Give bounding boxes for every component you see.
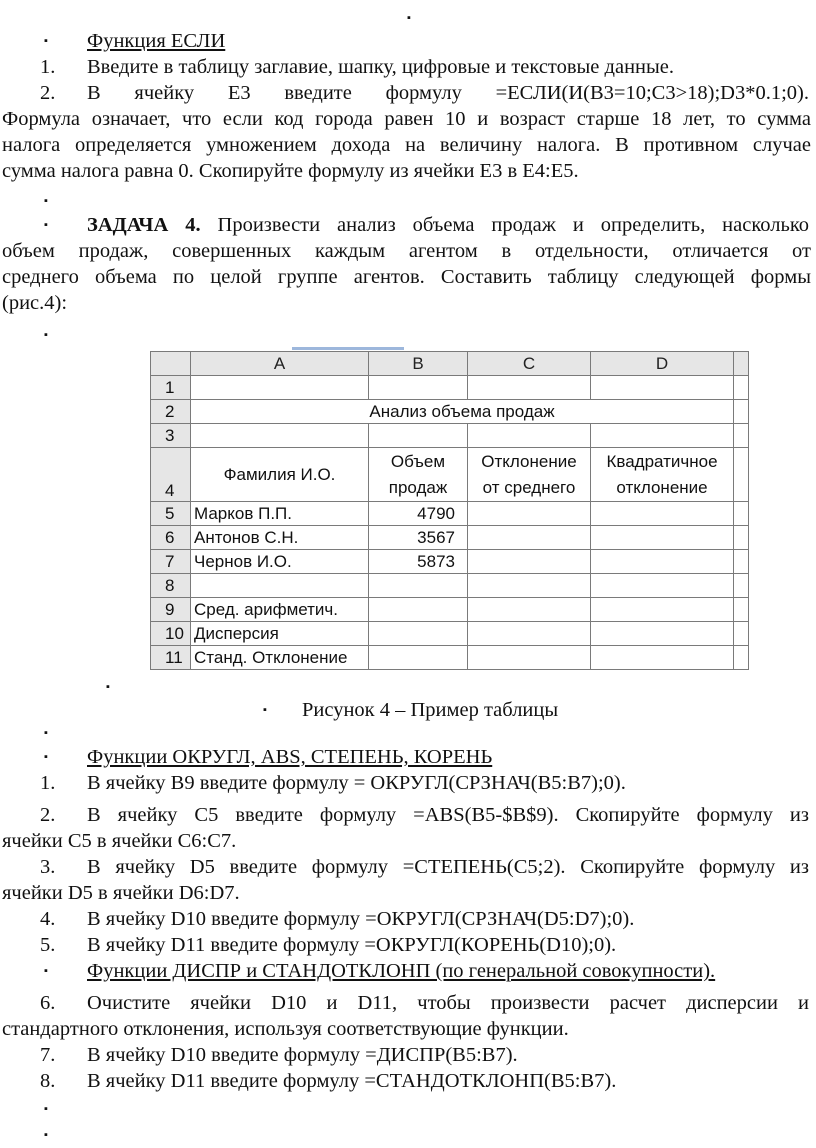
list-text: В ячейку E3 введите формулу =ЕСЛИ(И(B3=10;C3>18);D3*0.1;0). <box>87 82 809 104</box>
stat-label: Сред. арифметич. <box>191 598 369 622</box>
list-continuation <box>2 1016 816 1042</box>
row-header: 5 <box>151 502 191 526</box>
list-number: 6. <box>40 992 56 1014</box>
bullet-icon: ▪ <box>44 329 48 341</box>
column-header: D <box>591 352 734 376</box>
figure-caption: Рисунок 4 – Пример таблицы <box>302 699 559 721</box>
table-row <box>151 574 749 598</box>
column-header: C <box>468 352 591 376</box>
list-text: В ячейку D10 введите формулу =ОКРУГЛ(СРЗНАЧ(D5:D7);0). <box>87 908 635 930</box>
list-number: 4. <box>40 908 56 930</box>
table-row <box>151 526 749 550</box>
text-line: среднего объема по целой группе агентов. Составить таблицу следующей формы <box>2 266 811 288</box>
text-line: ячейки C5 в ячейки C6:C7. <box>2 830 237 852</box>
row-header: 1 <box>151 376 191 400</box>
row-header: 9 <box>151 598 191 622</box>
header-cell-name: Фамилия И.О. <box>191 448 369 502</box>
text-line: налога определяется умножением дохода на величину налога. В противном случае <box>2 134 811 156</box>
agent-name: Чернов И.О. <box>191 550 369 574</box>
header-cell-sales <box>369 448 468 502</box>
table-row <box>151 646 749 670</box>
header-cell-square-deviation <box>591 448 734 502</box>
section-heading-disp: Функции ДИСПР и СТАНДОТКЛОНП (по генеральной совокупности). <box>87 960 716 982</box>
row-header: 4 <box>151 448 191 502</box>
row-header: 2 <box>151 400 191 424</box>
task-text <box>87 212 809 238</box>
list-text: В ячейку D10 введите формулу =ДИСПР(B5:B7). <box>87 1044 518 1066</box>
header-line: продаж <box>388 477 448 497</box>
bullet-icon: ▪ <box>44 965 48 977</box>
spreadsheet-figure <box>150 347 750 693</box>
row-header: 6 <box>151 526 191 550</box>
list-number: 5. <box>40 934 56 956</box>
list-number: 1. <box>40 56 56 78</box>
list-number: 2. <box>40 82 56 104</box>
bullet-icon: ▪ <box>44 1129 48 1141</box>
bullet-icon: ▪ <box>44 727 48 739</box>
bullet-icon: ▪ <box>106 681 110 693</box>
bullet-icon: ▪ <box>44 751 48 763</box>
column-header: A <box>191 352 369 376</box>
corner-cell <box>151 352 191 376</box>
table-row <box>151 550 749 574</box>
text-line: объем продаж, совершенных каждым агентом в отдельности, отличается от <box>2 240 811 262</box>
list-text: В ячейку C5 введите формулу =ABS(B5-$B$9). Скопируйте формулу из <box>87 804 809 826</box>
text-line: Формула означает, что если код города равен 10 и возраст старше 18 лет, то сумма <box>2 108 811 130</box>
list-text: В ячейку B9 введите формулу = ОКРУГЛ(СРЗНАЧ(B5:B7);0). <box>87 772 626 794</box>
text-line: (рис.4): <box>2 292 68 314</box>
agent-sales: 5873 <box>369 550 468 574</box>
list-text: В ячейку D11 введите формулу =СТАНДОТКЛОНП(B5:B7). <box>87 1070 617 1092</box>
agent-name: Марков П.П. <box>191 502 369 526</box>
bullet-icon: ▪ <box>44 35 48 47</box>
table-header-row <box>151 448 749 502</box>
list-text: В ячейку D11 введите формулу =ОКРУГЛ(КОРЕНЬ(D10);0). <box>87 934 617 956</box>
text-line: ячейки D5 в ячейки D6:D7. <box>2 882 240 904</box>
header-line: от среднего <box>482 477 576 497</box>
list-continuation <box>2 880 816 906</box>
text-line: стандартного отклонения, используя соответствующие функции. <box>2 1018 569 1040</box>
section-heading-if: Функция ЕСЛИ <box>87 30 226 52</box>
stat-label: Станд. Отклонение <box>191 646 369 670</box>
table-row <box>151 502 749 526</box>
bullet-icon: ▪ <box>407 12 411 24</box>
column-selection-marker <box>292 347 404 350</box>
table-row <box>151 400 749 424</box>
list-text: Очистите ячейки D10 и D11, чтобы произвести расчет дисперсии и <box>87 992 809 1014</box>
stat-label: Дисперсия <box>191 622 369 646</box>
bullet-icon: ▪ <box>263 704 267 716</box>
bullet-icon: ▪ <box>44 195 48 207</box>
row-header: 7 <box>151 550 191 574</box>
task-label: ЗАДАЧА 4. <box>87 214 201 236</box>
header-line: отклонение <box>616 477 708 497</box>
header-line: Отклонение <box>481 451 577 471</box>
spreadsheet-table <box>150 351 749 670</box>
row-header: 3 <box>151 424 191 448</box>
column-header-extra <box>734 352 749 376</box>
bullet-icon: ▪ <box>44 219 48 231</box>
table-title-cell: Анализ объема продаж <box>191 400 734 424</box>
list-text: В ячейку D5 введите формулу =СТЕПЕНЬ(C5;2). Скопируйте формулу из <box>87 856 809 878</box>
list-number: 2. <box>40 804 56 826</box>
list-number: 3. <box>40 856 56 878</box>
task-paragraph <box>2 238 811 316</box>
agent-name: Антонов С.Н. <box>191 526 369 550</box>
table-row <box>151 376 749 400</box>
paragraph-continuation <box>2 106 811 184</box>
agent-sales: 3567 <box>369 526 468 550</box>
row-header: 8 <box>151 574 191 598</box>
bullet-icon: ▪ <box>44 1103 48 1115</box>
task-text-line: Произвести анализ объема продаж и определить, насколько <box>217 214 809 236</box>
text-line: сумма налога равна 0. Скопируйте формулу из ячейки E3 в E4:E5. <box>2 160 579 182</box>
table-row <box>151 424 749 448</box>
list-number: 7. <box>40 1044 56 1066</box>
agent-sales: 4790 <box>369 502 468 526</box>
table-row <box>151 622 749 646</box>
header-line: Квадратичное <box>606 451 718 471</box>
table-row <box>151 598 749 622</box>
header-cell-deviation <box>468 448 591 502</box>
row-header: 10 <box>151 622 191 646</box>
column-header: B <box>369 352 468 376</box>
list-number: 8. <box>40 1070 56 1092</box>
list-continuation <box>2 828 816 854</box>
section-heading-round: Функции ОКРУГЛ, ABS, СТЕПЕНЬ, КОРЕНЬ <box>87 746 493 768</box>
row-header: 11 <box>151 646 191 670</box>
header-line: Объем <box>390 451 446 471</box>
column-header-row <box>151 352 749 376</box>
list-number: 1. <box>40 772 56 794</box>
list-text: Введите в таблицу заглавие, шапку, цифровые и текстовые данные. <box>87 56 675 78</box>
